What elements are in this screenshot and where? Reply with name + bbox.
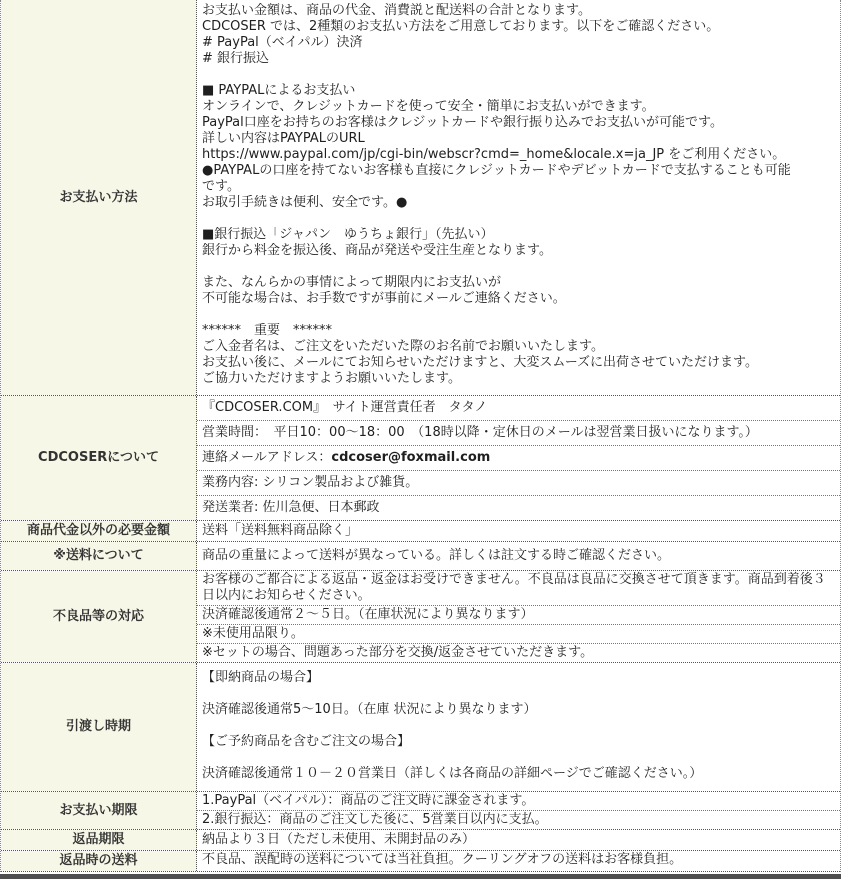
text-line: 詳しい内容はPAYPALのURL	[202, 131, 365, 146]
shipping-carrier-text: 発送業者: 佐川急便、日本郵政	[202, 500, 380, 515]
text-line: お取引手続きは便利、安全です。●	[202, 195, 408, 210]
contact-email-row	[197, 446, 840, 471]
return-deadline-text: 納品より３日（ただし未使用、未開封品のみ）	[202, 832, 476, 847]
return-policy-text: お客様のご都合による返品・返金はお受けできません。不良品は良品に交換させて頂きます。商品到着後３日以内にお知らせください。	[197, 571, 840, 606]
row-content-extra-fees	[197, 521, 840, 541]
row-content-payment-method	[197, 0, 840, 395]
text-line: ****** 重要 ******	[202, 323, 333, 338]
text-line: PayPal口座をお持ちのお客様はクレジットカードや銀行振り込みでお支払いが可能です。	[202, 115, 723, 130]
text-line: 【ご予約商品を含むご注文の場合】	[202, 734, 411, 749]
text-line	[202, 259, 836, 275]
row-header-return-shipping: 返品時の送料	[1, 851, 197, 871]
table-row-shipping-note	[1, 542, 840, 571]
shipping-note-text: 商品の重量によって送料が異なっている。詳しくは註文する時ご確認ください。	[202, 548, 671, 563]
row-header-payment-deadline: お支払い期限	[1, 792, 197, 829]
table-row-defective-policy	[1, 571, 840, 663]
row-header-shipping-note: ※送料について	[1, 542, 197, 570]
row-content-payment-deadline	[197, 792, 840, 829]
row-header-about-cdcoser: CDCOSERについて	[1, 396, 197, 520]
table-row-payment-deadline	[1, 792, 840, 830]
paypal-deadline-text: 1.PayPal（ベイパル）：商品のご注文時に課金されます。	[197, 792, 840, 811]
text-line: オンラインで、クレジットカードを使って安全・簡単にお支払いができます。	[202, 99, 655, 114]
text-line	[202, 718, 836, 734]
text-line	[202, 67, 836, 83]
row-header-extra-fees: 商品代金以外の必要金額	[1, 521, 197, 541]
row-content-defective-policy	[197, 571, 840, 662]
business-description-text: 業務内容: シリコン製品および雑貨。	[197, 471, 840, 496]
table-row-extra-fees	[1, 521, 840, 542]
table-row-delivery-time	[1, 663, 840, 792]
processing-time-text: 決済確認後通常２～５日。（在庫状況により異なります）	[197, 606, 840, 625]
row-content-return-deadline	[197, 830, 840, 850]
text-line	[202, 211, 836, 227]
text-line	[202, 686, 836, 702]
text-line	[202, 307, 836, 323]
text-line: お支払い後に、メールにてお知らせいただけますと、大変スムーズに出荷させていただけます。	[202, 355, 759, 370]
row-header-delivery-time: 引渡し時期	[1, 663, 197, 791]
text-line: ご入金者名は、ご注文をいただいた際のお名前でお願いいたします。	[202, 339, 604, 354]
text-line: # 銀行振込	[202, 51, 270, 66]
text-line: 不可能な場合は、お手数ですが事前にメールご連絡ください。	[202, 291, 566, 306]
contact-email: cdcoser@foxmail.com	[331, 450, 491, 465]
text-line: です。	[202, 179, 240, 194]
bank-transfer-deadline-text: 2.銀行振込：商品のご注文した後に、5営業日以内に支払。	[202, 812, 548, 827]
text-line: CDCOSER では、2種類のお支払い方法をご用意しております。以下をご確認ください。	[202, 19, 720, 34]
row-header-return-deadline: 返品期限	[1, 830, 197, 850]
text-line: また、なんらかの事情によって期限内にお支払いが	[202, 275, 502, 290]
text-line: ■銀行振込「ジャパン ゆうちょ銀行」（先払い）	[202, 227, 494, 242]
text-line: 銀行から料金を振込後、商品が発送や受注生産となります。	[202, 243, 552, 258]
text-line	[202, 750, 836, 766]
text-line: 決済確認後通常１０－２０営業日（詳しくは各商品の詳細ページでご確認ください。）	[202, 766, 703, 781]
table-row-return-shipping	[1, 851, 840, 872]
extra-fees-text: 送料「送料無料商品除く」	[202, 523, 359, 538]
contact-email-label: 連絡メールアドレス：	[202, 450, 332, 465]
text-line: 決済確認後通常5～10日。（在庫 状況により異なります）	[202, 702, 537, 717]
text-line: ■ PAYPALによるお支払い	[202, 83, 356, 98]
site-operator-text: 『CDCOSER.COM』 サイト運営責任者 タタノ	[197, 396, 840, 421]
row-header-payment-method: お支払い方法	[1, 0, 197, 395]
text-line: ご協力いただけますようお願いいたします。	[202, 371, 461, 386]
table-row-return-deadline	[1, 830, 840, 851]
row-content-return-shipping	[197, 851, 840, 871]
text-line: # PayPal（ベイパル）決済	[202, 35, 363, 50]
return-shipping-text: 不良品、誤配時の送料については当社負担。クーリングオフの送料はお客様負担。	[202, 852, 683, 867]
row-header-defective-policy: 不良品等の対応	[1, 571, 197, 662]
row-content-about-cdcoser	[197, 396, 840, 520]
text-line: お支払い金額は、商品の代金、消費説と配送料の合計となります。	[202, 3, 591, 18]
bottom-divider-bar	[0, 874, 841, 879]
business-hours-text: 営業時間： 平日10：00～18：00 （18時以降・定休日のメールは翌営業日扱いになります。）	[197, 421, 840, 446]
text-line: ●PAYPALの口座を持てないお客様も直接にクレジットカードやデビットカードで支払することも可能	[202, 163, 791, 178]
table-row-payment-method	[1, 0, 840, 396]
text-line: https://www.paypal.com/jp/cgi-bin/webscr?cmd=_home&locale.x=ja_JP をご利用ください。	[202, 147, 786, 162]
table-row-about-cdcoser	[1, 396, 840, 521]
row-content-shipping-note	[197, 542, 840, 570]
row-content-delivery-time	[197, 663, 840, 791]
set-exchange-text: ※セットの場合、問題あった部分を交換/返金させていただきます。	[202, 645, 594, 660]
unused-only-text: ※未使用品限り。	[197, 625, 840, 644]
text-line: 【即納商品の場合】	[202, 670, 320, 685]
